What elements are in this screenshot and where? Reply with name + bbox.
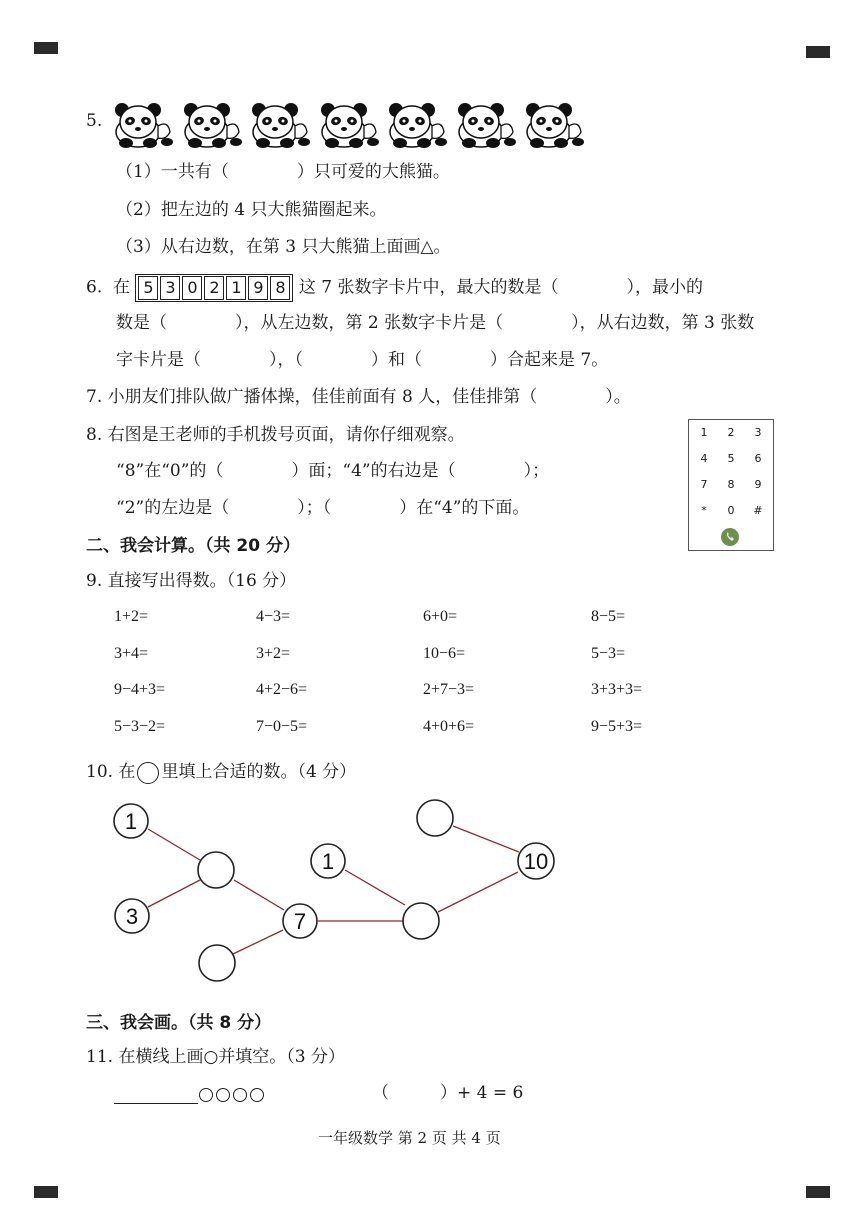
q7-text: 7. 小朋友们排队做广播体操，佳佳前面有 8 人，佳佳排第（ ）。 bbox=[86, 387, 631, 407]
dial-key: # bbox=[753, 504, 763, 517]
calc-item: 4−3= bbox=[256, 608, 291, 625]
link-e-d bbox=[233, 930, 283, 954]
link-h-i bbox=[453, 826, 519, 852]
section3-title: 三、我会画。（共 8 分） bbox=[86, 1013, 272, 1033]
q6-line2: 数是（ ），从左边数，第 2 张数字卡片是（ ），从右边数，第 3 张数 bbox=[116, 313, 755, 333]
node-e bbox=[199, 945, 235, 981]
node-h bbox=[417, 800, 453, 836]
calc-item: 9−4+3= bbox=[114, 681, 166, 698]
circle-icon bbox=[233, 1088, 247, 1102]
dial-key: 4 bbox=[700, 452, 708, 465]
dial-key: 9 bbox=[754, 478, 762, 491]
dial-key: 5 bbox=[727, 452, 735, 465]
calc-item: 5−3= bbox=[591, 645, 626, 662]
q10-pre: 10. 在 bbox=[86, 762, 136, 782]
digit-card: 5 bbox=[138, 276, 158, 300]
q6-line1-text: 这 7 张数字卡片中，最大的数是（ ），最小的 bbox=[298, 277, 703, 298]
digit-card: 2 bbox=[204, 276, 224, 300]
q6-pre: 在 bbox=[113, 277, 131, 298]
node-b bbox=[198, 852, 234, 888]
dial-key: 1 bbox=[700, 426, 708, 439]
dial-key: 0 bbox=[727, 504, 735, 517]
dial-key: 7 bbox=[700, 478, 708, 491]
calc-item: 4+0+6= bbox=[423, 718, 475, 735]
section2-title: 二、我会计算。（共 20 分） bbox=[86, 536, 300, 556]
node-d-label: 7 bbox=[293, 909, 307, 934]
q8-line1: 8. 右图是王老师的手机拨号页面，请你仔细观察。 bbox=[86, 425, 465, 445]
circle-icon bbox=[199, 1088, 213, 1102]
q6-number: 6. bbox=[86, 277, 103, 298]
link-b-d bbox=[234, 880, 284, 910]
link-g-i bbox=[438, 872, 518, 912]
circle-icon bbox=[216, 1088, 230, 1102]
calc-item: 5−3−2= bbox=[114, 718, 166, 735]
calc-item: 3+3+3= bbox=[591, 681, 643, 698]
q10-post: 里填上合适的数。（4 分） bbox=[161, 762, 357, 782]
dial-key: 3 bbox=[754, 426, 762, 439]
calc-item: 3+2= bbox=[256, 645, 291, 662]
q5-part1: （1）一共有（ ）只可爱的大熊猫。 bbox=[116, 162, 450, 182]
page-footer: 一年级数学 第 2 页 共 4 页 bbox=[318, 1129, 501, 1147]
q6-line3: 字卡片是（ ），（ ）和（ ）合起来是 7。 bbox=[116, 350, 609, 370]
calc-item: 4+2−6= bbox=[256, 681, 308, 698]
calc-item: 7−0−5= bbox=[256, 718, 308, 735]
dial-key: 8 bbox=[727, 478, 735, 491]
q5-number: 5. bbox=[86, 111, 103, 131]
digit-card: 9 bbox=[248, 276, 268, 300]
q5-part3: （3）从右边数，在第 3 只大熊猫上面画△。 bbox=[116, 237, 451, 257]
q5-part2: （2）把左边的 4 只大熊猫圈起来。 bbox=[116, 200, 387, 220]
node-a-label: 1 bbox=[124, 809, 138, 834]
link-a-b bbox=[148, 829, 200, 860]
given-circles bbox=[199, 1084, 267, 1103]
digit-card: 8 bbox=[270, 276, 290, 300]
node-f-label: 1 bbox=[321, 849, 335, 874]
q9-title: 9. 直接写出得数。（16 分） bbox=[86, 571, 297, 591]
q8-line2: “8”在“0”的（ ）面；“4”的右边是（ ）； bbox=[116, 461, 550, 481]
digit-card: 1 bbox=[226, 276, 246, 300]
link-f-g bbox=[345, 870, 405, 905]
q8-line3: “2”的左边是（ ）；（ ）在“4”的下面。 bbox=[116, 498, 530, 518]
calc-item: 8−5= bbox=[591, 608, 626, 625]
link-c-b bbox=[148, 880, 200, 907]
digit-card: 0 bbox=[182, 276, 202, 300]
node-c-label: 3 bbox=[125, 904, 139, 929]
calc-item: 10−6= bbox=[423, 645, 466, 662]
answer-blank-line bbox=[114, 1103, 198, 1104]
dial-key: 2 bbox=[727, 426, 735, 439]
calc-item: 9−5+3= bbox=[591, 718, 643, 735]
q11-equation: （ ）+ 4 = 6 bbox=[372, 1083, 524, 1103]
digit-card: 3 bbox=[160, 276, 180, 300]
calc-item: 2+7−3= bbox=[423, 681, 475, 698]
node-i-label: 10 bbox=[523, 849, 549, 874]
dial-key: * bbox=[701, 504, 707, 517]
node-g bbox=[403, 903, 439, 939]
q11-title: 11. 在横线上画○并填空。（3 分） bbox=[86, 1047, 345, 1067]
calc-item: 6+0= bbox=[423, 608, 458, 625]
circle-icon bbox=[250, 1088, 264, 1102]
dial-key: 6 bbox=[754, 452, 762, 465]
calc-item: 3+4= bbox=[114, 645, 149, 662]
calc-item: 1+2= bbox=[114, 608, 149, 625]
